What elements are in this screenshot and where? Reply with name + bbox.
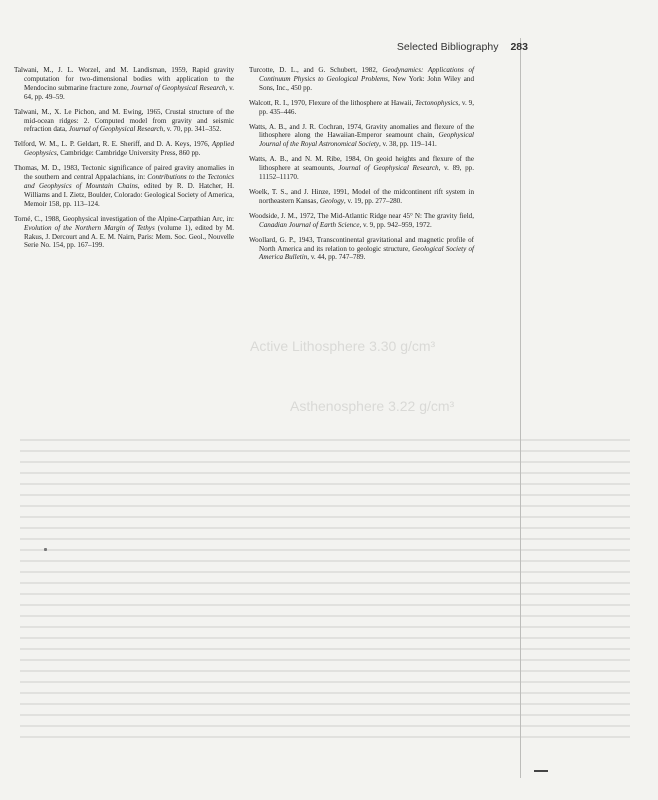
entry-publication-title: Canadian Journal of Earth Science	[259, 220, 360, 229]
bibliography-entry	[14, 108, 234, 135]
entry-citation-details: (volume 1), edited by M. Rakus, J. Dercourt and A. E. M. Nairn, Paris: Mem. Soc. Geol., Nouvelle Serie No. 154, pp. 167–199.	[24, 223, 234, 250]
bibliography-entry	[249, 99, 474, 117]
bibliography-left-column	[14, 66, 234, 256]
bibliography-entry	[14, 140, 234, 158]
bibliography-entry	[249, 155, 474, 182]
entry-text: Talwani, M., J. L. Worzel, and M. Landisman, 1959, Rapid gravity computation for two-dimensional bodies with application to the Mendocino submarine fracture zone,	[14, 66, 234, 92]
entry-citation-details: , v. 9, pp. 435–446.	[259, 98, 474, 116]
bibliography-right-column	[249, 66, 474, 268]
entry-publication-title: Journal of Geophysical Research	[68, 125, 164, 134]
entry-citation-details: , v. 38, pp. 119–141.	[378, 140, 437, 149]
bleed-through-text: Active Lithosphere 3.30 g/cm³	[250, 338, 436, 354]
entry-publication-title: Geodynamics: Applications of Continuum Physics to Geological Problems	[259, 66, 474, 83]
entry-text: Torné, C., 1988, Geophysical investigation of the Alpine-Carpathian Arc, in:	[14, 214, 234, 223]
entry-publication-title: Geology	[319, 196, 344, 205]
entry-citation-details: , Cambridge: Cambridge University Press, 860 pp.	[56, 149, 201, 158]
bibliography-entry	[249, 66, 474, 93]
entry-citation-details: , v. 70, pp. 341–352.	[163, 125, 222, 134]
bibliography-entry	[14, 215, 234, 251]
entry-text: Woodside, J. M., 1972, The Mid-Atlantic Ridge near 45° N: The gravity field,	[249, 211, 474, 220]
entry-publication-title: Evolution of the Northern Margin of Tethys	[24, 223, 155, 232]
bibliography-entry	[249, 212, 474, 230]
entry-publication-title: Applied Geophysics	[24, 140, 234, 158]
bibliography-entry	[249, 188, 474, 206]
bibliography-entry	[249, 123, 474, 150]
bibliography-entry	[249, 236, 474, 263]
entry-citation-details: , edited by R. D. Hatcher, H. Williams and I. Zietz, Boulder, Colorado: Geological Society of America, Memoir 158, pp. 113–124.	[24, 181, 234, 208]
entry-publication-title: Journal of Geophysical Research	[130, 83, 226, 92]
page-edge-line	[520, 38, 521, 778]
entry-text: Talwani, M., X. Le Pichon, and M. Ewing, 1965, Crustal structure of the mid-ocean ridges: 2. Computed model from gravity and seismic refraction data,	[14, 107, 234, 134]
entry-publication-title: Journal of Geophysical Research	[338, 164, 439, 173]
entry-citation-details: , v. 44, pp. 747–789.	[307, 253, 366, 262]
page-number: 283	[510, 41, 528, 53]
entry-citation-details: , v. 19, pp. 277–280.	[343, 196, 402, 205]
entry-text: Woelk, T. S., and J. Hinze, 1991, Model of the midcontinent rift system in northeastern Kansas,	[249, 187, 474, 205]
entry-publication-title: Contributions to the Tectonics and Geophysics of Mountain Chains	[24, 173, 234, 190]
entry-text: Telford, W. M., L. P. Geldart, R. E. Sheriff, and D. A. Keys, 1976,	[14, 140, 212, 149]
entry-publication-title: Tectonophysics	[415, 98, 459, 107]
entry-text: Walcott, R. I., 1970, Flexure of the lithosphere at Hawaii,	[249, 98, 416, 107]
entry-publication-title: Geological Society of America Bulletin	[259, 244, 474, 262]
running-header	[397, 41, 528, 53]
bibliography-entry	[14, 66, 234, 102]
scan-speck	[44, 548, 47, 551]
entry-text: Woollard, G. P., 1943, Transcontinental gravitational and magnetic profile of North America and its relation to geologic structure,	[249, 235, 474, 253]
bibliography-entry	[14, 164, 234, 209]
entry-citation-details: , v. 64, pp. 49–59.	[24, 83, 235, 101]
entry-text: Watts, A. B., and N. M. Ribe, 1984, On geoid heights and flexure of the lithosphere at seamounts,	[249, 155, 474, 173]
scan-mark	[534, 770, 548, 772]
bleed-through-text: Asthenosphere 3.22 g/cm³	[290, 398, 455, 414]
entry-text: Thomas, M. D., 1983, Tectonic significance of paired gravity anomalies in the southern and central Appalachians, in:	[14, 164, 234, 182]
entry-citation-details: , New York: John Wiley and Sons, Inc., 450 pp.	[259, 74, 474, 92]
entry-text: Turcotte, D. L., and G. Schubert, 1982,	[249, 66, 383, 74]
entry-text: Watts, A. B., and J. R. Cochran, 1974, Gravity anomalies and flexure of the lithosphere along the Hawaiian-Emperor seamount chain,	[249, 122, 474, 140]
entry-citation-details: , v. 9, pp. 942–959, 1972.	[359, 220, 432, 229]
entry-publication-title: Geophysical Journal of the Royal Astronomical Society	[259, 131, 474, 149]
header-title: Selected Bibliography	[396, 41, 499, 53]
entry-citation-details: , v. 89, pp. 11152–11170.	[259, 164, 474, 182]
bleed-through-lines	[20, 430, 630, 747]
